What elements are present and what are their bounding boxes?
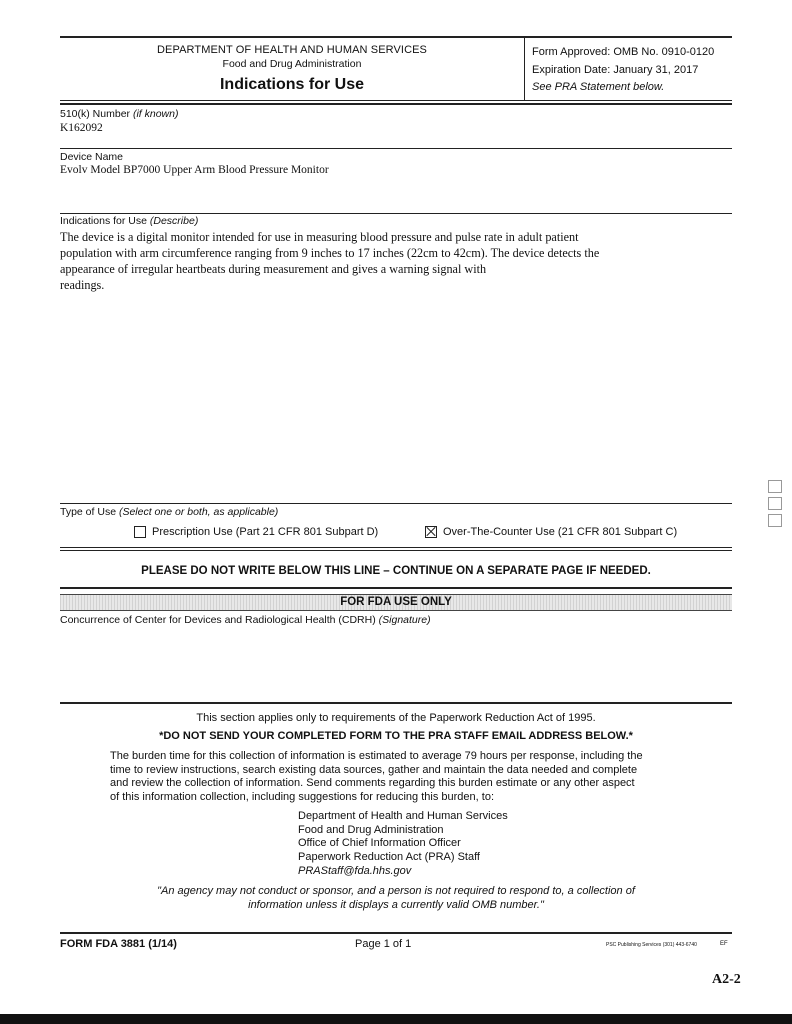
do-not-send-notice: *DO NOT SEND YOUR COMPLETED FORM TO THE PRA STAFF EMAIL ADDRESS BELOW.* [159,730,633,742]
pra-rule [60,702,732,704]
header-rule-2 [60,103,732,105]
device-rule [60,148,732,149]
form-title: Indications for Use [219,76,365,93]
device-label: Device Name [60,151,124,163]
pra-applies-text: This section applies only to requirements of the Paperwork Reduction Act of 1995. [196,712,596,724]
concurrence-label: Concurrence of Center for Devices and Radiological Health (CDRH) (Signature) [60,614,431,626]
address-line: Office of Chief Information Officer [298,837,461,850]
k510-label: 510(k) Number (if known) [60,108,179,120]
indications-line: population with arm circumference ranging from 9 inches to 17 inches (22cm to 42cm). The device detects the [60,246,600,260]
fda-use-only-band [60,594,732,611]
side-mark [768,497,782,510]
agency-line: "An agency may not conduct or sponsor, and a person is not required to respond to, a collection of [157,885,635,897]
form-number: FORM FDA 3881 (1/14) [60,938,177,950]
side-mark [768,514,782,527]
burden-statement [110,750,710,804]
signature-area[interactable] [60,628,732,698]
expiration-date: Expiration Date: January 31, 2017 [532,64,699,76]
prescription-checkbox[interactable] [134,526,146,538]
type-of-use-label: Type of Use (Select one or both, as applicable) [60,506,279,518]
omb-number: Form Approved: OMB No. 0910-0120 [532,46,715,58]
header-divider [524,37,525,101]
address-line: Paperwork Reduction Act (PRA) Staff [298,851,480,864]
burden-line: time to review instructions, search existing data sources, gather and maintain the data needed and complete [110,763,638,776]
burden-line: of this information collection, including suggestions for reducing this burden, to: [110,790,494,803]
otc-checkbox[interactable] [425,526,437,538]
address-line: Department of Health and Human Services [298,810,508,822]
prescription-use-option[interactable] [134,526,378,538]
agency-line: information unless it displays a currently valid OMB number." [248,898,544,911]
header-rule-1 [60,100,732,101]
indications-line: The device is a digital monitor intended for use in measuring blood pressure and pulse rate in adult patient [60,230,579,244]
do-not-write-warning: PLEASE DO NOT WRITE BELOW THIS LINE – CONTINUE ON A SEPARATE PAGE IF NEEDED. [141,565,651,577]
lower-rule-2 [60,550,732,551]
otc-use-option[interactable] [425,526,677,538]
fda-rule [60,587,732,589]
indications-label: Indications for Use (Describe) [60,215,199,227]
device-value[interactable]: Evolv Model BP7000 Upper Arm Blood Pressure Monitor [60,164,329,176]
indications-text[interactable] [60,229,700,293]
agency-notice [60,885,732,912]
pra-email-link[interactable]: PRAStaff@fda.hhs.gov [298,864,412,877]
type-of-use-rule [60,503,732,504]
side-mark [768,480,782,493]
page-number: Page 1 of 1 [355,938,412,950]
pra-address [298,810,508,879]
burden-line: The burden time for this collection of information is estimated to average 79 hours per response, including the [110,750,643,762]
otc-label: Over-The-Counter Use (21 CFR 801 Subpart C) [443,526,678,538]
top-rule [60,36,732,38]
burden-line: and review the collection of information. Send comments regarding this burden estimate or any other aspect [110,777,635,789]
agency-name: Food and Drug Administration [222,58,362,70]
footer-rule [60,932,732,934]
department-name: DEPARTMENT OF HEALTH AND HUMAN SERVICES [157,44,427,56]
prescription-label: Prescription Use (Part 21 CFR 801 Subpart D) [152,526,379,538]
page-stamp: A2-2 [712,972,741,987]
address-line: Food and Drug Administration [298,823,444,836]
fda-use-only-label: FOR FDA USE ONLY [340,596,452,608]
k510-value[interactable]: K162092 [60,122,103,134]
indications-rule [60,213,732,214]
indications-line: readings. [60,278,105,292]
indications-line: appearance of irregular heartbeats during measurement and gives a warning signal with [60,262,487,276]
pra-note: See PRA Statement below. [532,81,665,93]
publisher-text: PSC Publishing Services (301) 443-6740 [606,942,697,948]
ef-mark: EF [720,941,728,947]
scan-edge-bar [0,1014,792,1024]
lower-rule-1 [60,547,732,548]
